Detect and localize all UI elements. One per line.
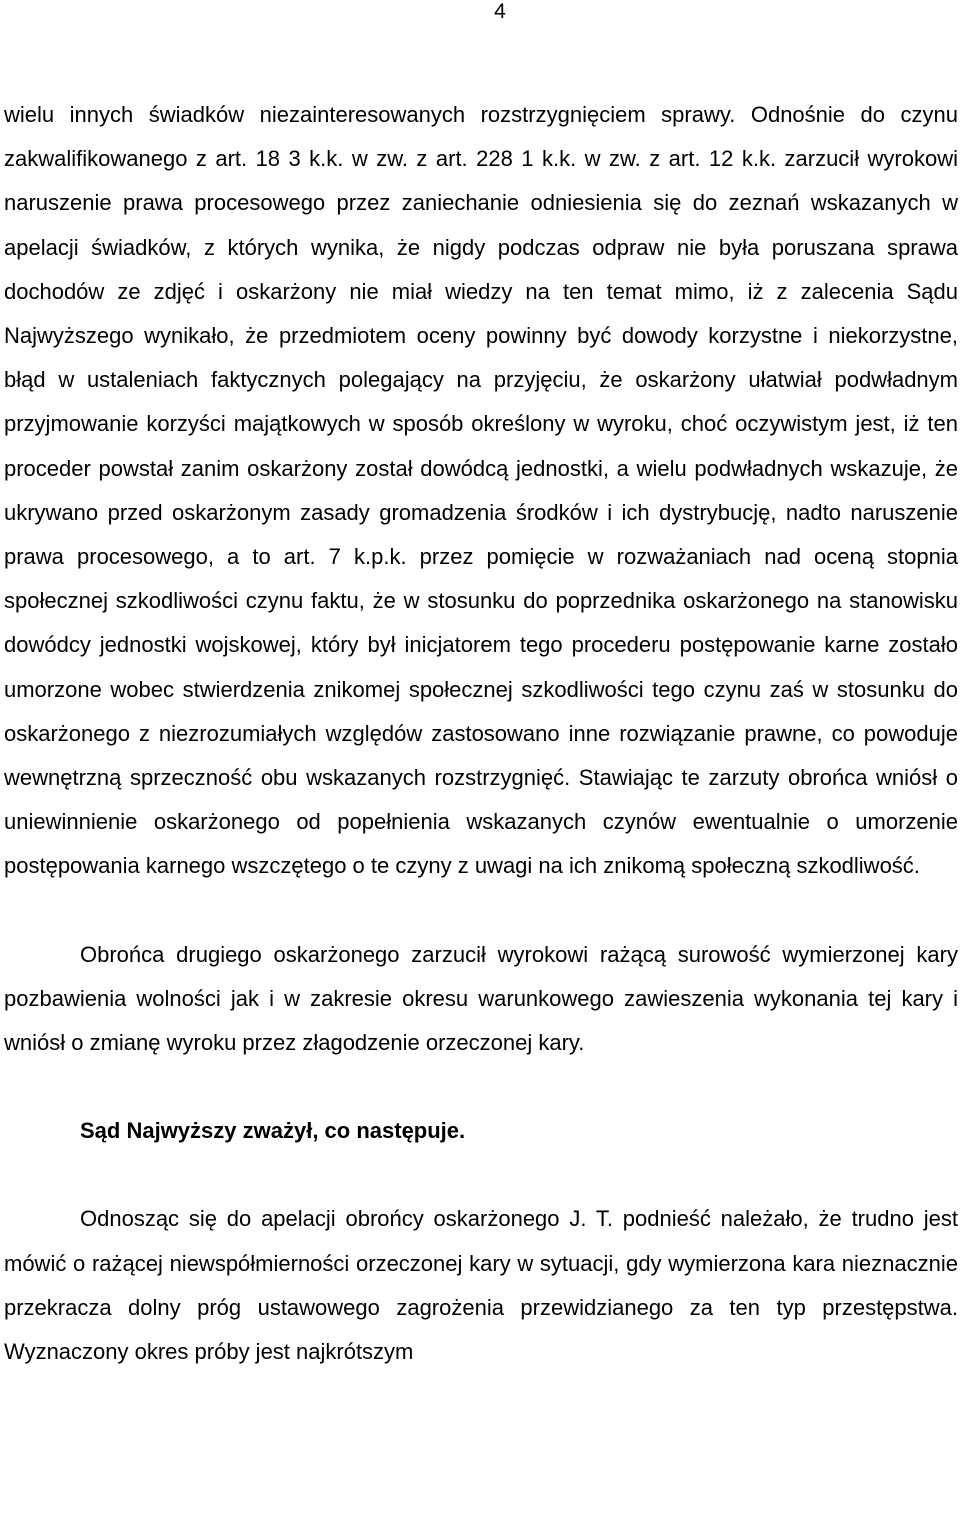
- paragraph-court-reasoning: Odnosząc się do apelacji obrońcy oskarżonego J. T. podnieść należało, że trudno jest mówić o rażącej niewspółmierności orzeczonej kary w sytuacji, gdy wymierzona kara nieznacznie przekracza dolny próg ustawowego zagrożenia przewidzianego za ten typ przestępstwa. Wyznaczony okres próby jest najkrótszym: [4, 1206, 958, 1365]
- paragraph-appeal-charges: wielu innych świadków niezainteresowanych rozstrzygnięciem sprawy. Odnośnie do czynu zakwalifikowanego z art. 18 3 k.k. w zw. z art. 228 1 k.k. w zw. z art. 12 k.k. zarzucił wyrokowi naruszenie prawa procesowego przez zaniechanie odniesienia się do zeznań wskazanych w apelacji świadków, z których wynika, że nigdy podczas odpraw nie była poruszana sprawa dochodów ze zdjęć i oskarżony nie miał wiedzy na ten temat mimo, iż z zalecenia Sądu Najwyższego wynikało, że przedmiotem oceny powinny być dowody korzystne i niekorzystne, błąd w ustaleniach faktycznych polegający na przyjęciu, że oskarżony ułatwiał podwładnym przyjmowanie korzyści majątkowych w sposób określony w wyroku, choć oczywistym jest, iż ten proceder powstał zanim oskarżony został dowódcą jednostki, a wielu podwładnych wskazuje, że ukrywano przed oskarżonym zasady gromadzenia środków i ich dystrybucję, nadto naruszenie prawa procesowego, a to art. 7 k.p.k. przez pomięcie w rozważaniach nad oceną stopnia społecznej szkodliwości czynu faktu, że w stosunku do poprzednika oskarżonego na stanowisku dowódcy jednostki wojskowej, który był inicjatorem tego procederu postępowanie karne zostało umorzone wobec stwierdzenia znikomej społecznej szkodliwości tego czynu zaś w stosunku do oskarżonego z niezrozumiałych względów zastosowano inne rozwiązanie prawne, co powoduje wewnętrzną sprzeczność obu wskazanych rozstrzygnięć. Stawiając te zarzuty obrońca wniósł o uniewinnienie oskarżonego od popełnienia wskazanych czynów ewentualnie o umorzenie postępowania karnego wszczętego o te czyny z uwagi na ich znikomą społeczną szkodliwość.: [4, 102, 958, 879]
- page-number: 4: [494, 0, 506, 23]
- paragraph-second-defender: Obrońca drugiego oskarżonego zarzucił wyrokowi rażącą surowość wymierzonej kary pozbawienia wolności jak i w zakresie okresu warunkowego zawieszenia wykonania tej kary i wniósł o zmianę wyroku przez złagodzenie orzeczonej kary.: [4, 941, 958, 1056]
- document-body: [4, 93, 958, 1374]
- paragraph-court-heading: Sąd Najwyższy zważył, co następuje.: [80, 1118, 466, 1144]
